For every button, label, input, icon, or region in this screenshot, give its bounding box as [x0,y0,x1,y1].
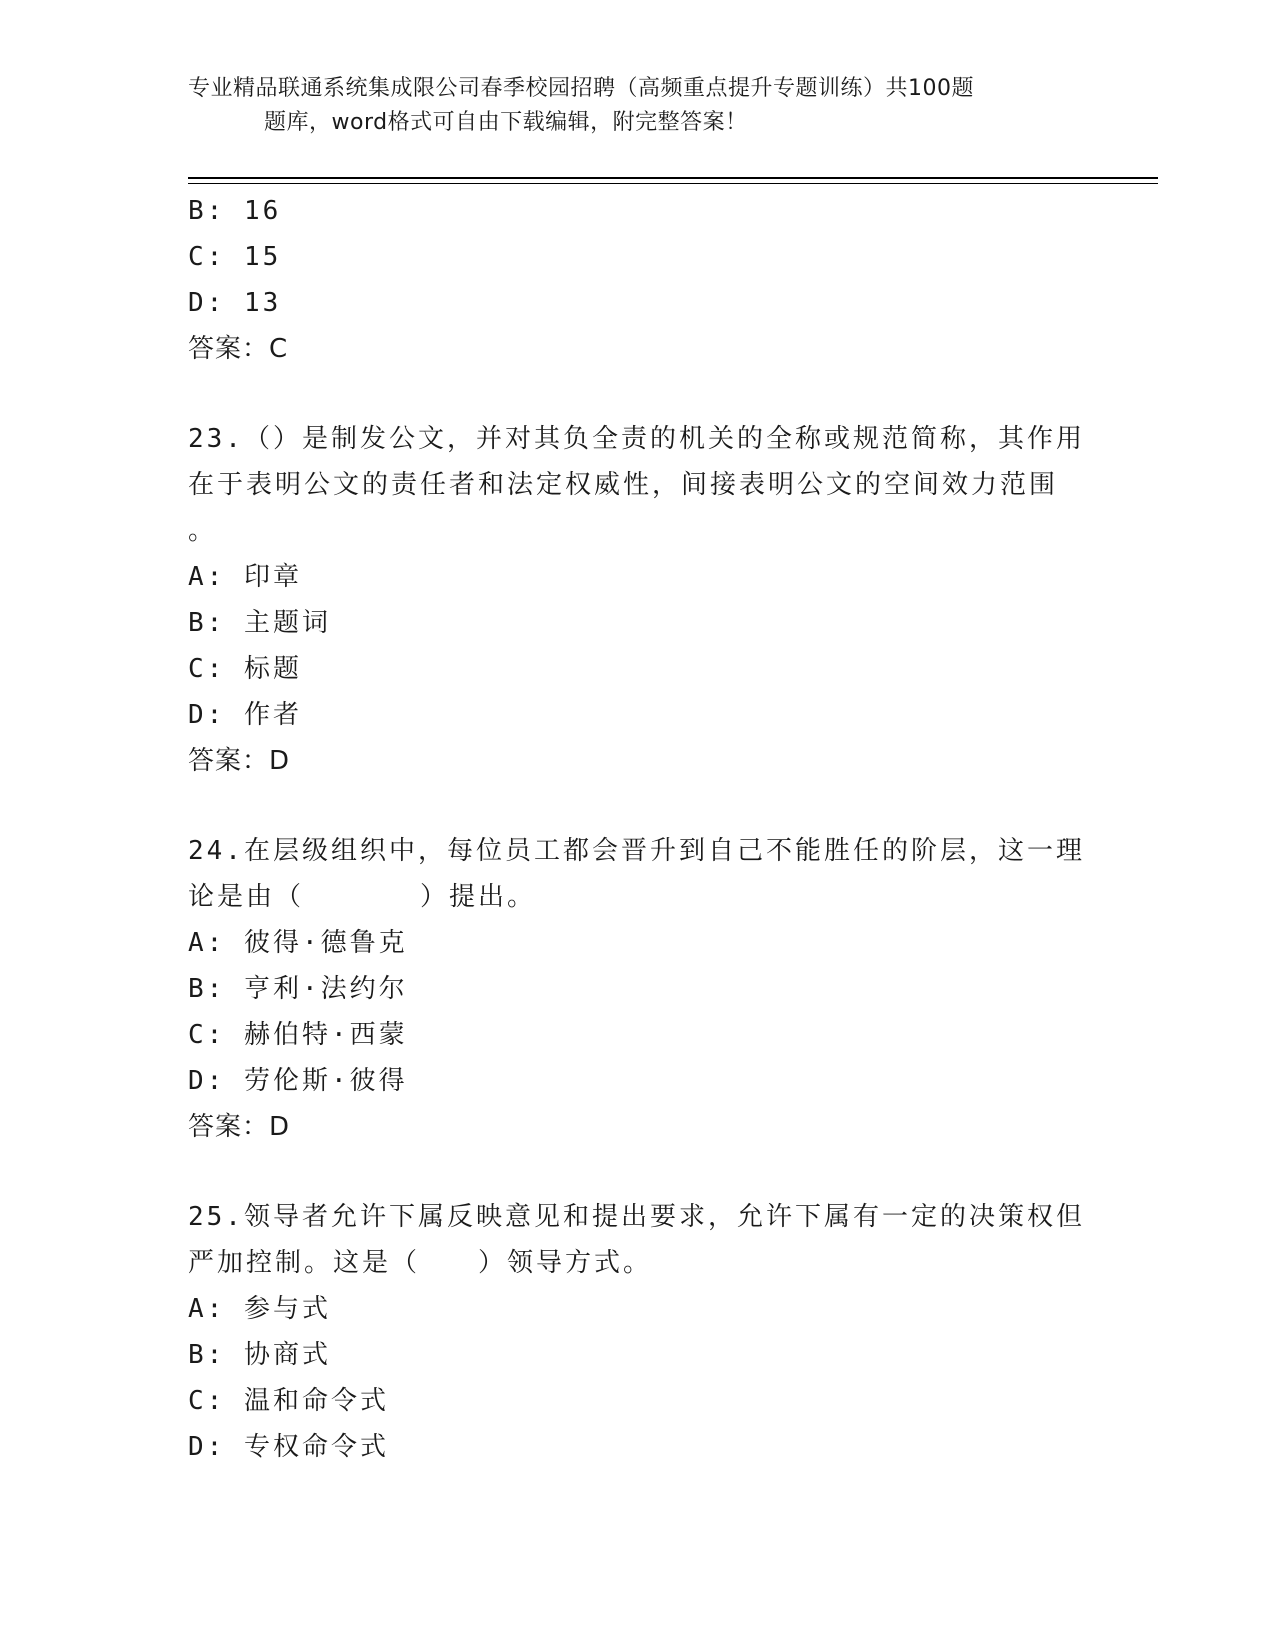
header-title-line1: 专业精品联通系统集成限公司春季校园招聘（高频重点提升专题训练）共100题 [188,76,974,101]
question-text-line: 论是由（ ）提出。 [188,882,537,912]
header-title-line2: 题库，word格式可自由下载编辑，附完整答案！ [264,110,748,135]
document-header [188,72,1088,140]
spacer [188,372,1088,416]
option-d: D: 专权命令式 [188,1432,389,1462]
spacer [188,784,1088,828]
option-a: A: 参与式 [188,1294,331,1324]
question-text-line: 在于表明公文的责任者和法定权威性，间接表明公文的空间效力范围 [188,470,1059,500]
question-text-line: 24.在层级组织中，每位员工都会晋升到自己不能胜任的阶层，这一理 [188,836,1085,866]
option-c: C: 赫伯特·西蒙 [188,1020,408,1050]
spacer [188,1150,1088,1194]
option-b: B: 16 [188,196,282,226]
header-divider-thick [188,177,1158,179]
question-22 [188,188,1088,372]
option-a: A: 印章 [188,562,302,592]
option-a: A: 彼得·德鲁克 [188,928,408,958]
question-24 [188,828,1088,1150]
option-d: D: 13 [188,288,282,318]
option-b: B: 主题词 [188,608,331,638]
option-c: C: 温和命令式 [188,1386,389,1416]
answer: 答案：D [188,1112,291,1142]
question-23 [188,416,1088,784]
option-b: B: 亨利·法约尔 [188,974,408,1004]
header-divider-thin [188,183,1158,184]
option-d: D: 作者 [188,700,302,730]
option-b: B: 协商式 [188,1340,331,1370]
question-text-line: 。 [188,516,218,546]
answer: 答案：D [188,746,291,776]
question-text-line: 25.领导者允许下属反映意见和提出要求，允许下属有一定的决策权但 [188,1202,1085,1232]
option-c: C: 15 [188,242,282,272]
question-text-line: 23.（）是制发公文，并对其负全责的机关的全称或规范简称，其作用 [188,424,1085,454]
question-25 [188,1194,1088,1470]
answer: 答案：C [188,334,289,364]
question-text-line: 严加控制。这是（ ）领导方式。 [188,1248,653,1278]
option-c: C: 标题 [188,654,302,684]
document-body [188,188,1088,1470]
option-d: D: 劳伦斯·彼得 [188,1066,408,1096]
